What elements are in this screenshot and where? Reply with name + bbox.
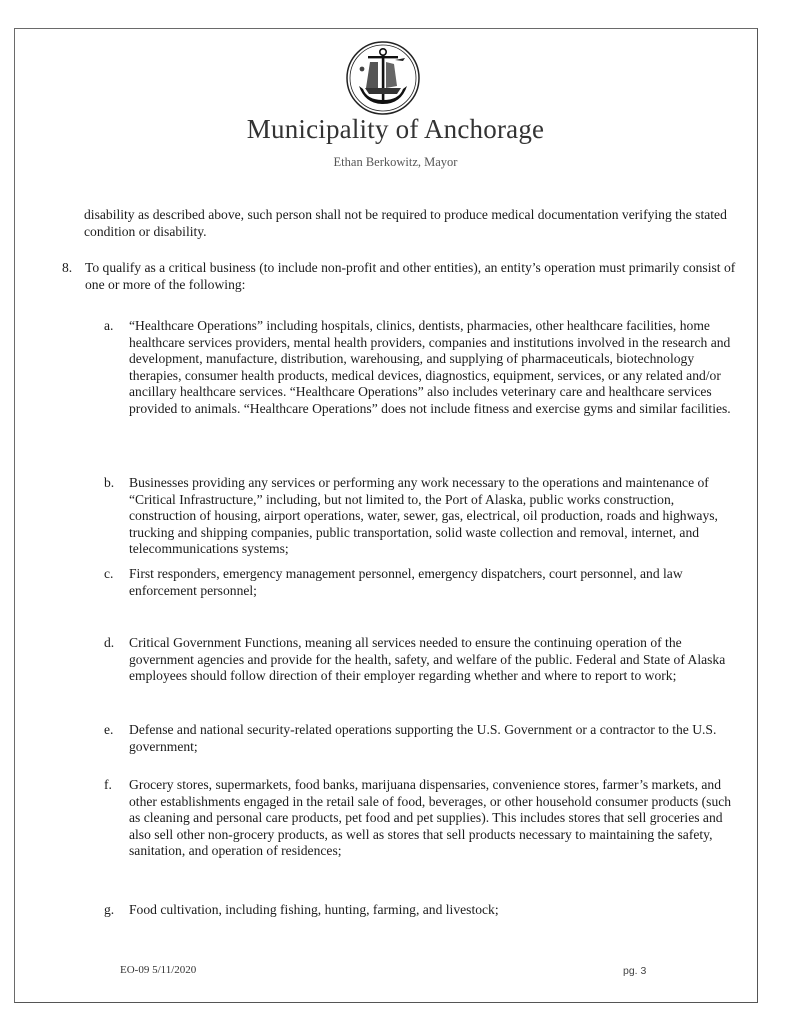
item-text: “Healthcare Operations” including hospitals, clinics, dentists, pharmacies, other healthcare facilities, home healthcare services providers, mental health providers, companies and institutions involved in the research and development, manufacture, distribution, warehousing, and supplying of pharmaceuticals, biotechnology therapies, consumer health products, medical devices, diagnostics, equipment, services, or any related and/or ancillary healthcare services. “Healthcare Operations” also includes veterinary care and healthcare services provided to animals. “Healthcare Operations” does not include fitness and exercise gyms and similar facilities. xyxy=(129,318,731,416)
item-letter: c. xyxy=(104,566,114,581)
section-text: To qualify as a critical business (to include non-profit and other entities), an entity’s operation must primarily consist of one or more of the following: xyxy=(85,260,736,292)
document-id: EO-09 5/11/2020 xyxy=(120,964,197,976)
item-letter: e. xyxy=(104,722,114,737)
item-letter: a. xyxy=(104,318,114,333)
section-number: 8. xyxy=(62,260,73,275)
list-item-f xyxy=(104,777,744,860)
list-item-e xyxy=(104,722,744,755)
list-item-a xyxy=(104,318,744,418)
item-text: Grocery stores, supermarkets, food banks, marijuana dispensaries, convenience stores, farmer’s markets, and other establishments engaged in the retail sale of food, beverages, or other household consumer products (such as cleaning and personal care products, pet food and pet supplies). This includes stores that sell groceries and also sell other non-grocery products, as well as stores that sell products necessary to maintaining the safety, sanitation, and operation of residences; xyxy=(129,777,732,859)
item-text: Defense and national security-related operations supporting the U.S. Government or a contractor to the U.S. government; xyxy=(129,722,717,754)
item-text: First responders, emergency management personnel, emergency dispatchers, court personnel, and law enforcement personnel; xyxy=(129,566,683,598)
organization-title: Municipality of Anchorage xyxy=(246,114,545,144)
page-number: pg. 3 xyxy=(623,965,647,977)
list-item-b xyxy=(104,475,744,558)
item-letter: g. xyxy=(104,902,115,917)
item-text: Critical Government Functions, meaning all services needed to ensure the continuing operation of the government agencies and provide for the health, safety, and welfare of the public. Federal and State of Alaska employees should follow direction of their employer regarding whether and where to report to work; xyxy=(129,635,726,684)
list-item-g xyxy=(104,902,744,919)
section-8 xyxy=(52,260,742,293)
mayor-name: Ethan Berkowitz, Mayor xyxy=(333,155,458,169)
list-item-d xyxy=(104,635,744,685)
item-letter: b. xyxy=(104,475,115,490)
item-text: Businesses providing any services or performing any work necessary to the operations and maintenance of “Critical Infrastructure,” including, but not limited to, the Port of Alaska, public works construction, construction of housing, airport operations, water, sewer, gas, electrical, oil production, roads and highways, trucking and shipping companies, public transportation, solid waste collection and removal, internet, and telecommunications systems; xyxy=(129,475,718,557)
item-letter: f. xyxy=(104,777,112,792)
item-letter: d. xyxy=(104,635,115,650)
list-item-c xyxy=(104,566,744,599)
item-text: Food cultivation, including fishing, hunting, farming, and livestock; xyxy=(129,902,499,917)
municipal-seal-icon xyxy=(345,40,421,116)
continuation-paragraph: disability as described above, such person shall not be required to produce medical documentation verifying the stated condition or disability. xyxy=(84,207,727,239)
